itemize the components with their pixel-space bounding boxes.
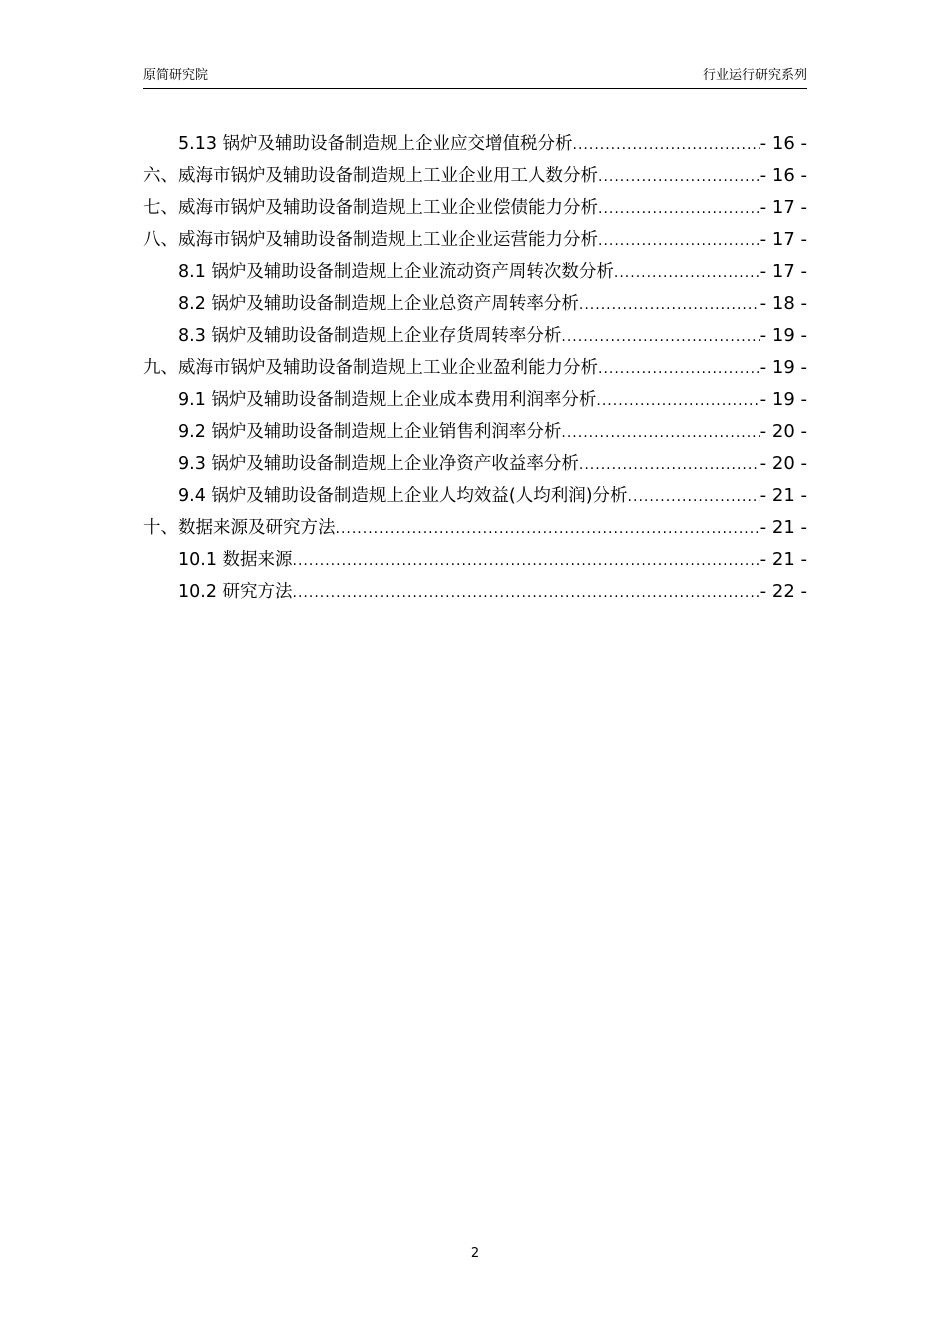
toc-dot-leader (561, 417, 759, 449)
toc-dot-leader (573, 129, 760, 161)
toc-entry[interactable] (143, 416, 807, 448)
toc-entry[interactable] (143, 384, 807, 416)
toc-entry-title: 十、数据来源及研究方法 (143, 518, 336, 538)
toc-entry-page: - 16 - (759, 165, 807, 186)
toc-entry[interactable] (143, 128, 807, 160)
toc-entry-title: 8.2 锅炉及辅助设备制造规上企业总资产周转率分析 (178, 294, 579, 314)
toc-entry-page: - 17 - (759, 229, 807, 250)
toc-dot-leader (614, 257, 760, 289)
toc-entry-title: 8.1 锅炉及辅助设备制造规上企业流动资产周转次数分析 (178, 262, 614, 282)
toc-entry-title: 九、威海市锅炉及辅助设备制造规上工业企业盈利能力分析 (143, 358, 598, 378)
toc-dot-leader (336, 513, 760, 545)
toc-entry-page: - 19 - (759, 357, 807, 378)
toc-entry-title: 5.13 锅炉及辅助设备制造规上企业应交增值税分析 (178, 134, 573, 154)
header-series-name: 行业运行研究系列 (702, 68, 807, 83)
toc-entry-title: 七、威海市锅炉及辅助设备制造规上工业企业偿债能力分析 (143, 198, 598, 218)
toc-entry-title: 八、威海市锅炉及辅助设备制造规上工业企业运营能力分析 (143, 230, 598, 250)
toc-entry-title: 9.1 锅炉及辅助设备制造规上企业成本费用利润率分析 (178, 390, 597, 410)
page-header (143, 64, 807, 89)
toc-entry-page: - 20 - (759, 453, 807, 474)
header-org-name: 原简研究院 (143, 68, 209, 83)
toc-entry[interactable] (143, 320, 807, 352)
toc-entry[interactable] (143, 448, 807, 480)
toc-entry[interactable] (143, 224, 807, 256)
toc-dot-leader (598, 193, 760, 225)
toc-entry-title: 10.2 研究方法 (178, 582, 293, 602)
toc-entry-page: - 21 - (759, 517, 807, 538)
toc-entry-page: - 17 - (759, 261, 807, 282)
toc-entry-page: - 19 - (759, 389, 807, 410)
toc-entry[interactable] (143, 544, 807, 576)
toc-entry-page: - 21 - (759, 485, 807, 506)
toc-entry-page: - 18 - (759, 293, 807, 314)
table-of-contents (143, 128, 807, 608)
toc-dot-leader (579, 449, 760, 481)
toc-entry[interactable] (143, 512, 807, 544)
toc-dot-leader (598, 161, 760, 193)
toc-entry-title: 9.3 锅炉及辅助设备制造规上企业净资产收益率分析 (178, 454, 579, 474)
toc-entry[interactable] (143, 192, 807, 224)
toc-entry-title: 9.4 锅炉及辅助设备制造规上企业人均效益(人均利润)分析 (178, 486, 628, 506)
toc-entry-page: - 22 - (759, 581, 807, 602)
toc-entry[interactable] (143, 352, 807, 384)
toc-entry-title: 9.2 锅炉及辅助设备制造规上企业销售利润率分析 (178, 422, 562, 442)
toc-dot-leader (596, 385, 759, 417)
page-number: 2 (470, 1246, 480, 1261)
toc-dot-leader (598, 353, 760, 385)
toc-dot-leader (561, 321, 759, 353)
toc-entry[interactable] (143, 480, 807, 512)
toc-entry[interactable] (143, 576, 807, 608)
toc-entry[interactable] (143, 288, 807, 320)
toc-entry-page: - 17 - (759, 197, 807, 218)
toc-dot-leader (579, 289, 760, 321)
toc-entry[interactable] (143, 256, 807, 288)
toc-entry[interactable] (143, 160, 807, 192)
toc-dot-leader (293, 545, 760, 577)
toc-entry-page: - 21 - (759, 549, 807, 570)
toc-entry-page: - 19 - (759, 325, 807, 346)
toc-dot-leader (628, 481, 760, 513)
toc-entry-title: 10.1 数据来源 (178, 550, 293, 570)
toc-dot-leader (598, 225, 760, 257)
toc-dot-leader (293, 577, 760, 609)
toc-entry-title: 8.3 锅炉及辅助设备制造规上企业存货周转率分析 (178, 326, 562, 346)
toc-entry-page: - 20 - (759, 421, 807, 442)
toc-entry-page: - 16 - (759, 133, 807, 154)
toc-entry-title: 六、威海市锅炉及辅助设备制造规上工业企业用工人数分析 (143, 166, 598, 186)
